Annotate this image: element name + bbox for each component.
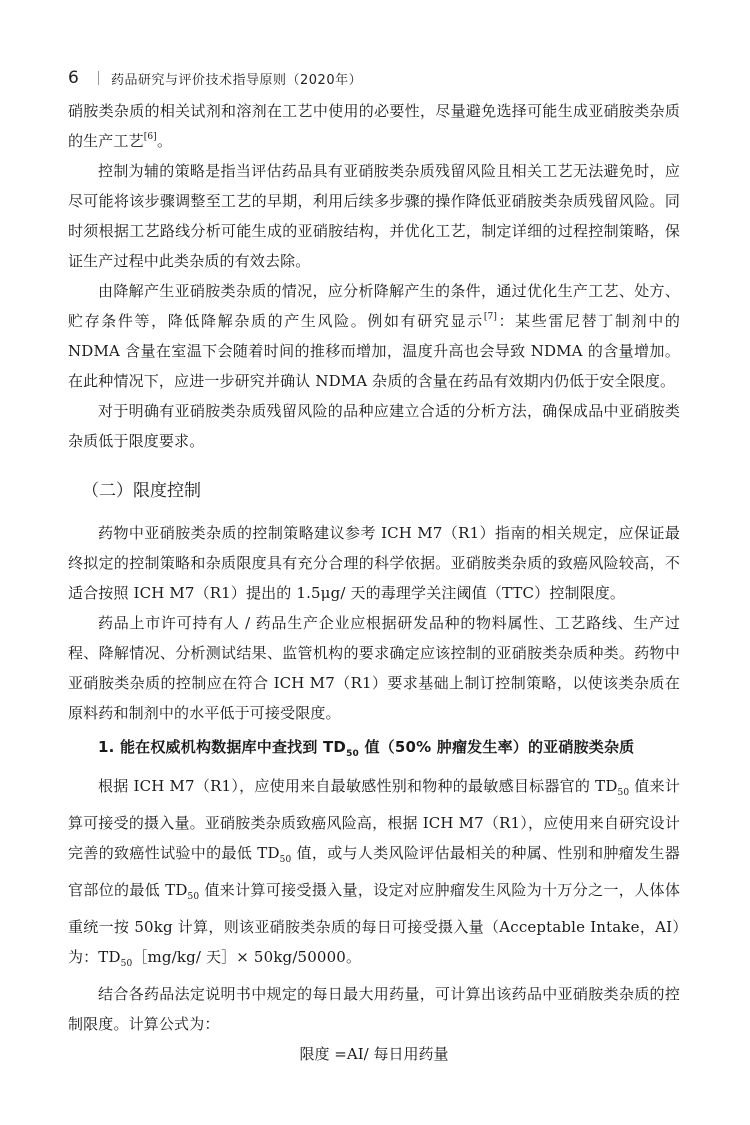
- paragraph-degradation: 由降解产生亚硝胺类杂质的情况，应分析降解产生的条件，通过优化生产工艺、处方、贮存条件等，降低降解杂质的产生风险。例如有研究显示[7]：某些雷尼替丁制剂中的 NDMA 含量在室温下会随着时间的推移而增加，温度升高也会导致 NDMA 的含量增加。在此种情况下，应进一步研究并确认 NDMA 杂质的含量在药品有效期内仍低于安全限度。: [68, 282, 680, 390]
- citation-7[interactable]: [7]: [483, 312, 498, 322]
- running-title: 药品研究与评价技术指导原则（2020年）: [111, 72, 363, 88]
- paragraph-td50-calculation: 根据 ICH M7（R1），应使用来自最敏感性别和物种的最敏感目标器官的 $TD_{50}$ 值来计算可接受的摄入量。亚硝胺类杂质致癌风险高，根据 ICH M7（R1），应使用来自研究设计完善的致癌性试验中的最低 $TD_{50}$ 值，或与人类风险评估最相关的种属、性别和肿瘤发生器官部位的最低 $TD_{50}$ 值来计算可接受摄入量，设定对应肿瘤发生风险为十万分之一，人体体重统一按 50kg 计算，则该亚硝胺类杂质的每日可接受摄入量（Acceptable Intake，AI）为：$TD_{50}[mg/kg/$ 天］× 50kg/50000。: [68, 777, 681, 969]
- subsection-heading-td50: 1. 能在权威机构数据库中查找到 $TD_{50}$ 值（50% 肿瘤发生率）的亚硝胺类杂质: [98, 738, 635, 759]
- paragraph-control-strategy: 控制为辅的策略是指当评估药品具有亚硝胺类杂质残留风险且相关工艺无法避免时，应尽可能将该步骤调整至工艺的早期，利用后续多步骤的操作降低亚硝胺类杂质残留风险。同时须根据工艺路线分析可能生成的亚硝胺结构，并优化工艺，制定详细的过程控制策略，保证生产过程中此类杂质的有效去除。: [68, 162, 680, 270]
- paragraph-mah-responsibility: 药品上市许可持有人 / 药品生产企业应根据研发品种的物料属性、工艺路线、生产过程、降解情况、分析测试结果、监管机构的要求确定应该控制的亚硝胺类杂质种类。药物中亚硝胺类杂质的控制应在符合 ICH M7（R1）要求基础上制订控制策略，以使该类杂质在原料药和制剂中的水平低于可接受限度。: [68, 614, 680, 722]
- header-divider: [98, 71, 99, 85]
- section-heading-limit-control: （二）限度控制: [82, 481, 201, 501]
- page-body: [68, 96, 680, 1069]
- limit-formula: 限度 =AI/ 每日用药量: [299, 1045, 449, 1063]
- citation-6[interactable]: [6]: [143, 132, 157, 142]
- paragraph-ich-m7: 药物中亚硝胺类杂质的控制策略建议参考 ICH M7（R1）指南的相关规定，应保证最终拟定的控制策略和杂质限度具有充分合理的科学依据。亚硝胺类杂质的致癌风险较高，不适合按照 ICH M7（R1）提出的 1.5μg/ 天的毒理学关注阈值（TTC）控制限度。: [68, 524, 680, 602]
- paragraph-formula-intro: 结合各药品法定说明书中规定的每日最大用药量，可计算出该药品中亚硝胺类杂质的控制限度。计算公式为：: [68, 985, 680, 1033]
- page-number: 6: [68, 68, 79, 88]
- paragraph-continuation: 硝胺类杂质的相关试剂和溶剂在工艺中使用的必要性，尽量避免选择可能生成亚硝胺类杂质的生产工艺[6]。: [68, 102, 680, 150]
- running-header: [68, 68, 362, 88]
- paragraph-analytical-method: 对于明确有亚硝胺类杂质残留风险的品种应建立合适的分析方法，确保成品中亚硝胺类杂质低于限度要求。: [68, 402, 680, 450]
